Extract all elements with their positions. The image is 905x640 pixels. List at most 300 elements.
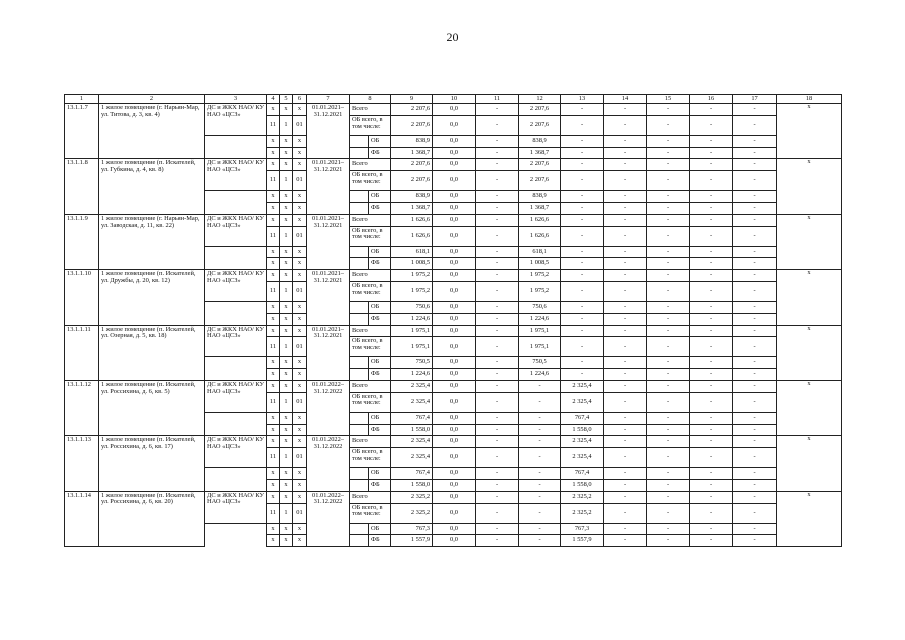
- label-ob-all: ОБ всего, в том числе:: [350, 226, 391, 246]
- row-id: 13.1.1.13: [65, 436, 99, 491]
- value-zero: 0,0: [433, 535, 476, 547]
- cell-x: х: [280, 270, 293, 282]
- value-zero: 0,0: [433, 202, 476, 214]
- value-c12: -: [519, 479, 561, 491]
- cell-x: х: [293, 436, 307, 448]
- code-cell: 11: [267, 281, 280, 301]
- label-total: Всего: [350, 159, 391, 171]
- cell-x: х: [293, 325, 307, 337]
- value-dash: -: [604, 214, 647, 226]
- value-dash: -: [604, 135, 647, 147]
- value-zero: 0,0: [433, 191, 476, 203]
- value-dash: -: [690, 436, 733, 448]
- value-dash: -: [733, 191, 777, 203]
- value-c12: 750,5: [519, 357, 561, 369]
- value-c12: -: [519, 448, 561, 468]
- label-ob: ОБ: [369, 191, 391, 203]
- label-ob: ОБ: [369, 523, 391, 535]
- cell-x: х: [777, 491, 842, 546]
- value-c13: 1 557,9: [561, 535, 604, 547]
- value-c13: 1 558,0: [561, 424, 604, 436]
- value-ob: 767,4: [391, 412, 433, 424]
- table-row: [65, 436, 842, 448]
- value-dash: -: [690, 535, 733, 547]
- label-ob: ОБ: [369, 301, 391, 313]
- value-dash: -: [690, 491, 733, 503]
- label-ob-all: ОБ всего, в том числе:: [350, 281, 391, 301]
- value-dash: -: [647, 270, 690, 282]
- label-ob-all: ОБ всего, в том числе:: [350, 337, 391, 357]
- value-zero: 0,0: [433, 246, 476, 258]
- code-cell: 01: [293, 503, 307, 523]
- cell-x: х: [267, 301, 280, 313]
- value-dash: -: [647, 104, 690, 116]
- cell-x: х: [293, 301, 307, 313]
- value-ob: 767,3: [391, 523, 433, 535]
- value-fb: 1 368,7: [391, 147, 433, 159]
- value-dash: -: [690, 357, 733, 369]
- value-dash: -: [604, 535, 647, 547]
- row-org: ДС и ЖКХ НАО/ КУ НАО «ЦСЗ»: [205, 380, 267, 412]
- code-cell: 1: [280, 392, 293, 412]
- cell-x: х: [267, 325, 280, 337]
- value-fb: 1 558,0: [391, 479, 433, 491]
- header-cell: 11: [476, 95, 519, 104]
- value-fb: 1 368,7: [391, 202, 433, 214]
- cell-x: х: [267, 191, 280, 203]
- value-c12: -: [519, 523, 561, 535]
- value-dash: -: [690, 468, 733, 480]
- value-ob-all: 2 325,4: [391, 392, 433, 412]
- value-zero: 0,0: [433, 392, 476, 412]
- cell-x: х: [280, 357, 293, 369]
- value-dash: -: [604, 313, 647, 325]
- value-dash: -: [647, 313, 690, 325]
- value-total: 2 325,4: [391, 380, 433, 392]
- value-dash: -: [690, 412, 733, 424]
- label-ob: ОБ: [369, 246, 391, 258]
- cell-x: х: [293, 313, 307, 325]
- row-id: 13.1.1.12: [65, 380, 99, 435]
- value-dash: -: [476, 191, 519, 203]
- value-c13: -: [561, 281, 604, 301]
- row-period: 01.01.2021– 31.12.2021: [307, 159, 350, 214]
- value-dash: -: [604, 226, 647, 246]
- cell-x: х: [267, 535, 280, 547]
- value-dash: -: [476, 448, 519, 468]
- value-dash: -: [733, 214, 777, 226]
- label-fb: ФБ: [369, 424, 391, 436]
- value-zero: 0,0: [433, 468, 476, 480]
- empty-cell: [350, 535, 369, 547]
- header-cell: 3: [205, 95, 267, 104]
- cell-x: х: [293, 424, 307, 436]
- cell-x: х: [267, 159, 280, 171]
- value-c13: -: [561, 191, 604, 203]
- value-c12: -: [519, 468, 561, 480]
- value-dash: -: [647, 171, 690, 191]
- value-dash: -: [604, 325, 647, 337]
- cell-x: х: [280, 159, 293, 171]
- value-dash: -: [604, 191, 647, 203]
- value-dash: -: [476, 214, 519, 226]
- value-dash: -: [733, 159, 777, 171]
- cell-x: х: [280, 436, 293, 448]
- label-total: Всего: [350, 436, 391, 448]
- value-zero: 0,0: [433, 313, 476, 325]
- cell-x: х: [280, 214, 293, 226]
- value-c13: -: [561, 246, 604, 258]
- value-c12: 1 975,1: [519, 337, 561, 357]
- value-c13: -: [561, 171, 604, 191]
- value-c13: -: [561, 214, 604, 226]
- code-cell: 01: [293, 171, 307, 191]
- value-zero: 0,0: [433, 115, 476, 135]
- value-dash: -: [647, 301, 690, 313]
- value-zero: 0,0: [433, 226, 476, 246]
- value-dash: -: [647, 191, 690, 203]
- row-name: 1 жилое помещение (п. Искателей, ул. Россихина, д. 6, кв. 5): [99, 380, 205, 435]
- table-row: [65, 325, 842, 337]
- value-zero: 0,0: [433, 214, 476, 226]
- value-dash: -: [733, 523, 777, 535]
- empty-cell: [350, 313, 369, 325]
- row-name: 1 жилое помещение (п. Искателей, ул. Дружбы, д. 20, кв. 12): [99, 270, 205, 325]
- empty-cell: [350, 135, 369, 147]
- value-dash: -: [604, 523, 647, 535]
- header-cell: 8: [350, 95, 391, 104]
- value-zero: 0,0: [433, 479, 476, 491]
- header-cell: 4: [267, 95, 280, 104]
- value-dash: -: [690, 281, 733, 301]
- cell-x: х: [280, 535, 293, 547]
- value-dash: -: [476, 436, 519, 448]
- empty-cell: [350, 479, 369, 491]
- value-dash: -: [647, 325, 690, 337]
- label-ob-all: ОБ всего, в том числе:: [350, 115, 391, 135]
- value-c12: 1 224,6: [519, 313, 561, 325]
- value-dash: -: [604, 337, 647, 357]
- code-cell: 11: [267, 337, 280, 357]
- cell-x: х: [267, 202, 280, 214]
- value-dash: -: [647, 258, 690, 270]
- cell-x: х: [293, 479, 307, 491]
- value-dash: -: [690, 104, 733, 116]
- label-fb: ФБ: [369, 202, 391, 214]
- value-c13: -: [561, 226, 604, 246]
- cell-x: х: [293, 159, 307, 171]
- cell-x: х: [267, 214, 280, 226]
- value-dash: -: [690, 337, 733, 357]
- value-dash: -: [690, 258, 733, 270]
- value-zero: 0,0: [433, 325, 476, 337]
- cell-x: х: [777, 159, 842, 214]
- value-dash: -: [733, 135, 777, 147]
- row-org: ДС и ЖКХ НАО/ КУ НАО «ЦСЗ»: [205, 436, 267, 468]
- label-ob-all: ОБ всего, в том числе:: [350, 392, 391, 412]
- code-cell: 11: [267, 226, 280, 246]
- row-name: 1 жилое помещение (г. Нарьян-Мар, ул. Заводская, д. 11, кв. 22): [99, 214, 205, 269]
- value-total: 2 325,4: [391, 436, 433, 448]
- table-row: [65, 270, 842, 282]
- row-name: 1 жилое помещение (п. Искателей, ул. Озерная, д. 5, кв. 18): [99, 325, 205, 380]
- cell-x: х: [777, 270, 842, 325]
- value-dash: -: [476, 147, 519, 159]
- value-dash: -: [690, 479, 733, 491]
- value-dash: -: [733, 468, 777, 480]
- table-row: [65, 380, 842, 392]
- value-c12: -: [519, 412, 561, 424]
- value-c12: 1 975,2: [519, 281, 561, 301]
- label-ob-all: ОБ всего, в том числе:: [350, 171, 391, 191]
- value-dash: -: [733, 535, 777, 547]
- value-zero: 0,0: [433, 436, 476, 448]
- value-dash: -: [647, 436, 690, 448]
- empty-cell: [350, 191, 369, 203]
- code-cell: 01: [293, 281, 307, 301]
- value-dash: -: [476, 313, 519, 325]
- value-total: 2 325,2: [391, 491, 433, 503]
- value-dash: -: [733, 171, 777, 191]
- value-dash: -: [647, 424, 690, 436]
- cell-x: х: [777, 104, 842, 159]
- cell-x: х: [777, 214, 842, 269]
- cell-x: х: [293, 135, 307, 147]
- label-total: Всего: [350, 325, 391, 337]
- value-dash: -: [647, 412, 690, 424]
- row-org: ДС и ЖКХ НАО/ КУ НАО «ЦСЗ»: [205, 104, 267, 136]
- label-total: Всего: [350, 270, 391, 282]
- value-c12: 1 626,6: [519, 214, 561, 226]
- cell-x: х: [293, 214, 307, 226]
- value-c13: 2 325,2: [561, 491, 604, 503]
- value-dash: -: [733, 226, 777, 246]
- cell-x: х: [267, 412, 280, 424]
- row-org: ДС и ЖКХ НАО/ КУ НАО «ЦСЗ»: [205, 491, 267, 523]
- value-dash: -: [647, 147, 690, 159]
- cell-x: х: [267, 523, 280, 535]
- cell-x: х: [280, 468, 293, 480]
- value-dash: -: [690, 202, 733, 214]
- value-c12: 1 368,7: [519, 202, 561, 214]
- value-total: 1 975,2: [391, 270, 433, 282]
- value-zero: 0,0: [433, 503, 476, 523]
- value-dash: -: [733, 337, 777, 357]
- value-c13: 767,4: [561, 412, 604, 424]
- value-c13: 767,3: [561, 523, 604, 535]
- value-fb: 1 557,9: [391, 535, 433, 547]
- value-c12: 838,9: [519, 191, 561, 203]
- empty-cell: [350, 357, 369, 369]
- value-ob-all: 2 207,6: [391, 115, 433, 135]
- code-cell: 01: [293, 337, 307, 357]
- value-dash: -: [476, 246, 519, 258]
- cell-x: х: [280, 246, 293, 258]
- value-dash: -: [604, 258, 647, 270]
- cell-x: х: [777, 380, 842, 435]
- value-dash: -: [690, 523, 733, 535]
- value-dash: -: [604, 270, 647, 282]
- value-c13: -: [561, 357, 604, 369]
- value-dash: -: [647, 392, 690, 412]
- cell-x: х: [280, 491, 293, 503]
- cell-x: х: [267, 479, 280, 491]
- row-period: 01.01.2021– 31.12.2021: [307, 214, 350, 269]
- row-id: 13.1.1.11: [65, 325, 99, 380]
- value-zero: 0,0: [433, 270, 476, 282]
- value-c12: -: [519, 535, 561, 547]
- value-c13: -: [561, 301, 604, 313]
- value-zero: 0,0: [433, 171, 476, 191]
- cell-x: х: [280, 135, 293, 147]
- value-dash: -: [647, 115, 690, 135]
- row-id: 13.1.1.14: [65, 491, 99, 546]
- code-cell: 01: [293, 392, 307, 412]
- value-ob-all: 1 975,1: [391, 337, 433, 357]
- code-cell: 1: [280, 171, 293, 191]
- row-org: ДС и ЖКХ НАО/ КУ НАО «ЦСЗ»: [205, 214, 267, 246]
- value-dash: -: [476, 424, 519, 436]
- header-cell: 7: [307, 95, 350, 104]
- value-zero: 0,0: [433, 258, 476, 270]
- value-dash: -: [476, 535, 519, 547]
- value-c13: 767,4: [561, 468, 604, 480]
- empty-cell: [350, 468, 369, 480]
- value-fb: 1 224,6: [391, 313, 433, 325]
- value-c13: 2 325,4: [561, 448, 604, 468]
- value-ob: 750,6: [391, 301, 433, 313]
- value-zero: 0,0: [433, 523, 476, 535]
- value-dash: -: [690, 159, 733, 171]
- header-cell: 14: [604, 95, 647, 104]
- value-dash: -: [647, 281, 690, 301]
- cell-x: х: [293, 246, 307, 258]
- value-dash: -: [476, 281, 519, 301]
- value-dash: -: [647, 159, 690, 171]
- value-dash: -: [476, 135, 519, 147]
- code-cell: 1: [280, 448, 293, 468]
- row-period: 01.01.2022– 31.12.2022: [307, 436, 350, 491]
- value-ob: 838,9: [391, 135, 433, 147]
- code-cell: 11: [267, 171, 280, 191]
- value-dash: -: [604, 104, 647, 116]
- header-cell: 2: [99, 95, 205, 104]
- value-dash: -: [733, 258, 777, 270]
- value-ob: 750,5: [391, 357, 433, 369]
- cell-x: х: [280, 369, 293, 381]
- cell-x: х: [280, 479, 293, 491]
- label-total: Всего: [350, 491, 391, 503]
- value-dash: -: [733, 424, 777, 436]
- value-dash: -: [476, 491, 519, 503]
- row-period: 01.01.2022– 31.12.2022: [307, 491, 350, 546]
- cell-x: х: [267, 380, 280, 392]
- value-zero: 0,0: [433, 448, 476, 468]
- value-dash: -: [690, 171, 733, 191]
- value-dash: -: [733, 380, 777, 392]
- value-dash: -: [604, 491, 647, 503]
- label-ob-all: ОБ всего, в том числе:: [350, 448, 391, 468]
- value-dash: -: [604, 147, 647, 159]
- value-c13: -: [561, 147, 604, 159]
- cell-x: х: [293, 270, 307, 282]
- cell-x: х: [267, 424, 280, 436]
- label-fb: ФБ: [369, 535, 391, 547]
- value-dash: -: [690, 313, 733, 325]
- value-dash: -: [647, 357, 690, 369]
- value-dash: -: [690, 191, 733, 203]
- cell-x: х: [293, 468, 307, 480]
- value-dash: -: [604, 281, 647, 301]
- value-dash: -: [690, 392, 733, 412]
- value-c13: 2 325,4: [561, 392, 604, 412]
- value-dash: -: [476, 523, 519, 535]
- row-org: ДС и ЖКХ НАО/ КУ НАО «ЦСЗ»: [205, 159, 267, 191]
- value-zero: 0,0: [433, 357, 476, 369]
- value-dash: -: [690, 301, 733, 313]
- value-dash: -: [604, 392, 647, 412]
- cell-x: х: [267, 436, 280, 448]
- table-row: [65, 491, 842, 503]
- value-dash: -: [476, 503, 519, 523]
- code-cell: 11: [267, 392, 280, 412]
- value-dash: -: [690, 325, 733, 337]
- value-c12: -: [519, 380, 561, 392]
- value-c13: -: [561, 369, 604, 381]
- label-ob: ОБ: [369, 357, 391, 369]
- value-c13: -: [561, 159, 604, 171]
- value-dash: -: [647, 503, 690, 523]
- value-dash: -: [476, 104, 519, 116]
- cell-x: х: [267, 258, 280, 270]
- table-row: [65, 214, 842, 226]
- value-total: 1 626,6: [391, 214, 433, 226]
- value-dash: -: [733, 270, 777, 282]
- cell-x: х: [280, 191, 293, 203]
- label-total: Всего: [350, 214, 391, 226]
- cell-x: х: [777, 325, 842, 380]
- value-dash: -: [476, 325, 519, 337]
- value-dash: -: [647, 535, 690, 547]
- value-zero: 0,0: [433, 104, 476, 116]
- code-cell: 1: [280, 226, 293, 246]
- value-dash: -: [647, 380, 690, 392]
- value-c12: -: [519, 392, 561, 412]
- value-dash: -: [604, 448, 647, 468]
- value-dash: -: [733, 436, 777, 448]
- cell-x: х: [280, 202, 293, 214]
- value-c13: -: [561, 115, 604, 135]
- value-dash: -: [476, 369, 519, 381]
- value-dash: -: [476, 412, 519, 424]
- value-dash: -: [604, 380, 647, 392]
- code-cell: 11: [267, 448, 280, 468]
- row-id: 13.1.1.8: [65, 159, 99, 214]
- value-dash: -: [476, 270, 519, 282]
- cell-x: х: [267, 270, 280, 282]
- label-ob: ОБ: [369, 135, 391, 147]
- cell-x: х: [280, 301, 293, 313]
- value-dash: -: [690, 135, 733, 147]
- cell-x: х: [293, 258, 307, 270]
- value-ob-all: 1 626,6: [391, 226, 433, 246]
- label-ob: ОБ: [369, 412, 391, 424]
- row-id: 13.1.1.10: [65, 270, 99, 325]
- value-c13: -: [561, 258, 604, 270]
- table-row: [65, 159, 842, 171]
- label-fb: ФБ: [369, 479, 391, 491]
- value-dash: -: [733, 412, 777, 424]
